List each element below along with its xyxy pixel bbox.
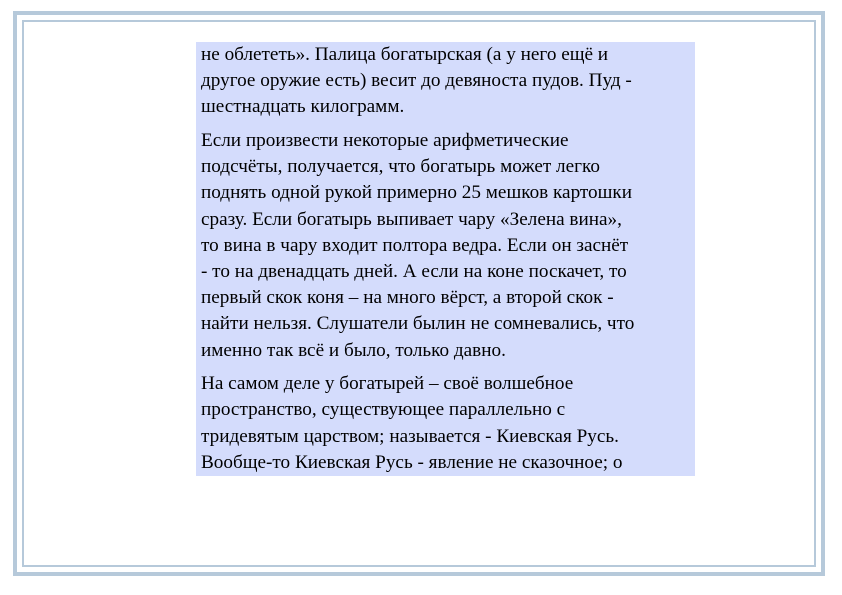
text-line: подсчёты, получается, что богатырь может легко [201, 156, 600, 178]
text-line: тридевятым царством; называется - Киевская Русь. [201, 425, 619, 447]
text-line: Если произвести некоторые арифметические [201, 130, 569, 151]
text-line: не облететь». Палица богатырская (а у него ещё и [201, 44, 609, 65]
text-box [196, 42, 695, 476]
text-line: первый скок коня – на много вёрст, а второй скок - [201, 287, 614, 309]
text-line: поднять одной рукой примерно 25 мешков картошки [201, 182, 633, 204]
text-line: пространство, существующее параллельно с [201, 399, 566, 421]
text-line: шестнадцать килограмм. [201, 96, 405, 118]
text-line: сразу. Если богатырь выпивает чару «Зелена вина», [201, 208, 622, 230]
text-line: Вообще-то Киевская Русь - явление не сказочное; о [201, 451, 623, 473]
text-line: то вина в чару входит полтора ведра. Если он заснёт [201, 234, 629, 256]
text-line: именно так всё и было, только давно. [201, 339, 506, 361]
paragraph-3 [201, 371, 692, 476]
text-line: - то на двенадцать дней. А если на коне поскачет, то [201, 261, 627, 283]
text-line: найти нельзя. Слушатели былин не сомневались, что [201, 313, 635, 335]
paragraph-1 [201, 42, 692, 121]
paragraph-2 [201, 128, 692, 364]
text-line: На самом деле у богатырей – своё волшебное [201, 373, 574, 395]
text-line: другое оружие есть) весит до девяноста пудов. Пуд - [201, 70, 632, 92]
